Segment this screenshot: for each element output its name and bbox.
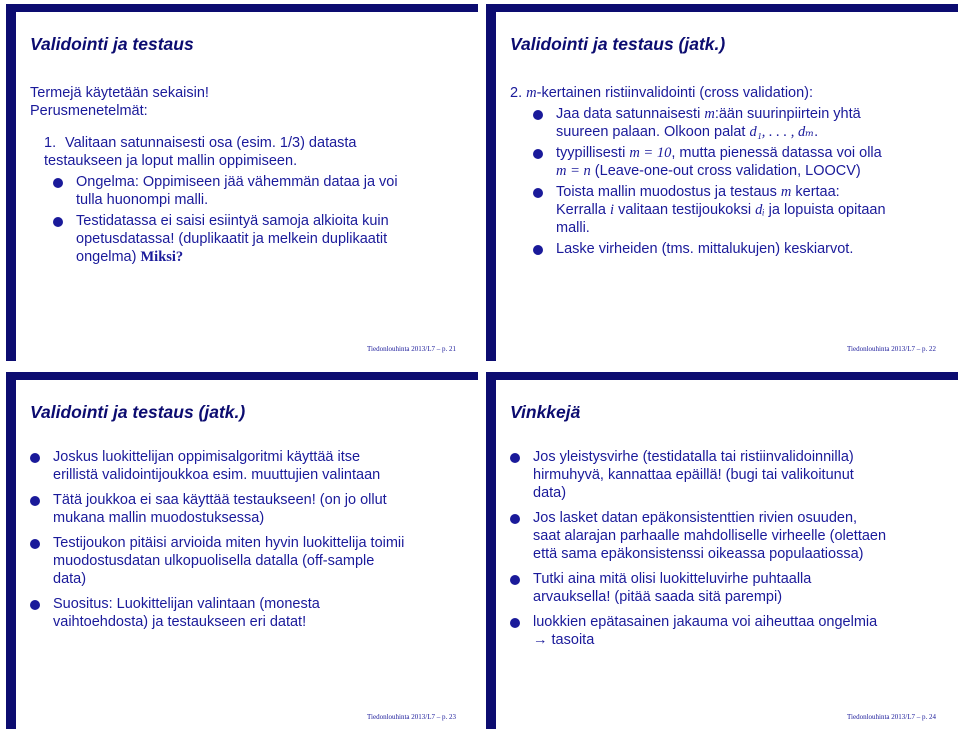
list-item: Joskus luokittelijan oppimisalgoritmi käyttää itse erillistä validointijoukkoa esim. muuttujien valintaan — [30, 448, 470, 484]
slide-top-bar — [6, 4, 478, 12]
bullet-list — [30, 173, 470, 266]
list-item: Jos yleistysvirhe (testidatalla tai ristiinvalidoinnilla) hirmuhyvä, kannattaa epäillä! (bugi tai valikoitunut data) — [510, 448, 950, 502]
item-number: 1. — [44, 135, 57, 151]
emphasis-text: Miksi? — [140, 249, 184, 265]
slide-content — [510, 448, 950, 652]
intro-text: Termejä käytetään sekaisin! — [30, 85, 209, 101]
numbered-item: 1. Valitaan satunnaisesti osa (esim. 1/3) datasta testaukseen ja loput mallin oppimiseen. — [44, 135, 357, 169]
slide-footer: Tiedonlouhinta 2013/L7 – p. 23 — [367, 713, 456, 721]
list-item: Jaa data satunnaisesti m:ään suurinpiirtein yhtä suureen palaan. Olkoon palat d₁, . . . , dₘ. — [533, 105, 950, 141]
slide-21 — [6, 4, 478, 361]
slide-footer: Tiedonlouhinta 2013/L7 – p. 21 — [367, 345, 456, 353]
list-item: Tätä joukkoa ei saa käyttää testaukseen! (on jo ollut mukana mallin muodostuksessa) — [30, 491, 470, 527]
item-number: 2. — [510, 85, 523, 101]
slide-title: Validointi ja testaus (jatk.) — [510, 34, 726, 54]
list-item: Toista mallin muodostus ja testaus m kertaa: Kerralla i valitaan testijoukoksi dᵢ ja lopuista opitaan malli. — [533, 183, 950, 237]
slide-24 — [486, 372, 958, 729]
slide-top-bar — [486, 4, 958, 12]
slide-footer: Tiedonlouhinta 2013/L7 – p. 22 — [847, 345, 936, 353]
numbered-item: 2. m-kertainen ristiinvalidointi (cross validation): — [510, 85, 814, 101]
slide-23 — [6, 372, 478, 729]
slide-content — [510, 84, 950, 261]
arrow-right-icon: → — [533, 632, 548, 648]
slide-left-bar — [6, 4, 16, 361]
list-item: Jos lasket datan epäkonsistenttien rivien osuuden, saat alarajan parhaalle mahdolliselle virheelle (olettaen että sama epäkonsistenssi oikeassa populaatiossa) — [510, 509, 950, 563]
list-item: Suositus: Luokittelijan valintaan (monesta vaihtoehdosta) ja testaukseen eri datat! — [30, 595, 470, 631]
list-item: Tutki aina mitä olisi luokitteluvirhe puhtaalla arvauksella! (pitää saada sitä parempi) — [510, 570, 950, 606]
slide-title: Validointi ja testaus (jatk.) — [30, 402, 246, 422]
slide-left-bar — [6, 372, 16, 729]
slide-22 — [486, 4, 958, 361]
slide-content — [30, 448, 470, 634]
slide-footer: Tiedonlouhinta 2013/L7 – p. 24 — [847, 713, 936, 721]
slide-content — [30, 84, 470, 269]
list-item: Laske virheiden (tms. mittalukujen) keskiarvot. — [533, 240, 950, 258]
bullet-list — [510, 105, 950, 258]
slide-top-bar — [486, 372, 958, 380]
slide-top-bar — [6, 372, 478, 380]
slide-title: Vinkkejä — [510, 402, 581, 422]
list-item: Testijoukon pitäisi arvioida miten hyvin luokittelija toimii muodostusdatan ulkopuolisella datalla (off-sample data) — [30, 534, 470, 588]
slide-title: Validointi ja testaus — [30, 34, 194, 54]
list-item: Testidatassa ei saisi esiintyä samoja alkioita kuin opetusdatassa! (duplikaatit ja melkein duplikaatit ongelma) Miksi? — [53, 212, 470, 266]
intro-text: Perusmenetelmät: — [30, 103, 148, 119]
list-item: luokkien epätasainen jakauma voi aiheuttaa ongelmia → tasoita — [510, 613, 950, 649]
slide-left-bar — [486, 372, 496, 729]
slide-left-bar — [486, 4, 496, 361]
list-item: tyypillisesti m = 10, mutta pienessä datassa voi olla m = n (Leave-one-out cross validation, LOOCV) — [533, 144, 950, 180]
list-item: Ongelma: Oppimiseen jää vähemmän dataa ja voi tulla huonompi malli. — [53, 173, 470, 209]
